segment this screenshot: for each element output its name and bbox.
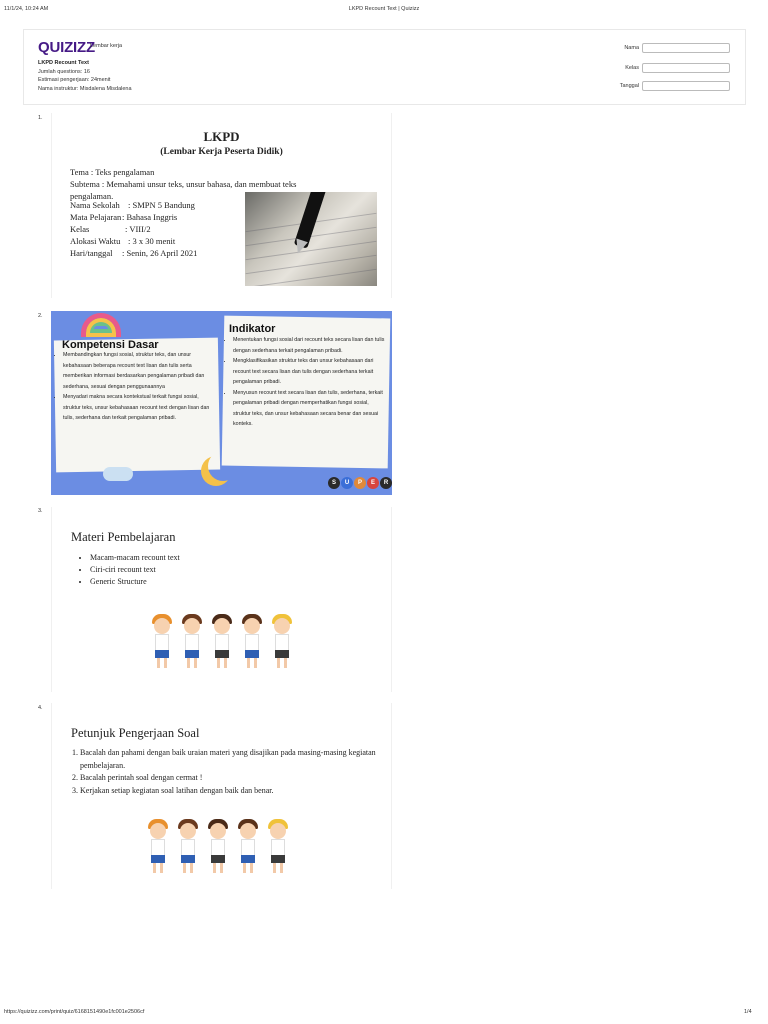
print-url[interactable]: https://quizizz.com/print/quiz/6168151490e1fc001e2506cf <box>4 1009 145 1015</box>
materi-item: • Ciri-ciri recount text <box>90 564 180 576</box>
print-page: 1/4 <box>744 1009 752 1015</box>
instructor: Nama instruktur: Misdalena Misdalena <box>38 86 132 92</box>
info-value: : SMPN 5 Bandung <box>128 200 195 210</box>
kd-item: • Menyadari makna secara kontekstual terkait fungsi sosial, struktur teks, unsur kebahasaan recount text dengan lisan dan tulis, sederhana dan terkait pengalaman pribadi. <box>63 392 213 424</box>
info-label: Nama Sekolah <box>70 200 120 210</box>
kids-illustration <box>148 612 296 672</box>
indikator-item: • Mengklasifikasikan struktur teks dan unsur kebahasaan dari recount text secara lisan dan tulis dengan sederhana terkait pengalaman pribadi. <box>233 356 385 388</box>
tanggal-field[interactable] <box>642 81 730 91</box>
indikator-item: • Menentukan fungsi sosial dari recount teks secara lisan dan tulis dengan sederhana terkait pengalaman pribadi. <box>233 335 385 356</box>
info-label: Alokasi Waktu <box>70 236 121 246</box>
quiz-title: LKPD Recount Text <box>38 60 89 66</box>
super-badge <box>328 477 392 489</box>
cloud-icon <box>103 467 133 481</box>
kd-list <box>57 350 213 424</box>
super-letter: R <box>380 477 392 489</box>
question-number: 4. <box>38 705 43 711</box>
nama-field[interactable] <box>642 43 730 53</box>
petunjuk-item: 2. Bacalah perintah soal dengan cermat ! <box>80 772 376 785</box>
info-value: : 3 x 30 menit <box>128 236 176 246</box>
super-letter: E <box>367 477 379 489</box>
materi-title: Materi Pembelajaran <box>71 530 176 544</box>
kd-title: Kompetensi Dasar <box>62 339 159 351</box>
questions-count: Jumlah questions: 16 <box>38 69 90 75</box>
lkpd-subtitle: (Lembar Kerja Peserta Didik) <box>160 147 283 157</box>
kids-illustration <box>144 817 292 877</box>
print-datetime: 11/1/24, 10:24 AM <box>4 6 49 12</box>
logo-subtitle: Lembar kerja <box>90 43 123 49</box>
writing-pen-image <box>245 192 377 286</box>
indikator-item: • Menyusun recount text secara lisan dan tulis, sederhana, terkait pengalaman pribadi dengan memperhatikan fungsi sosial, struktur teks, dan unsur kebahasaan secara benar dan sesuai konteks. <box>233 388 385 430</box>
question-number: 1. <box>38 115 43 121</box>
moon-icon <box>208 451 238 481</box>
duration: Estimasi pengerjaan: 24menit <box>38 77 111 83</box>
petunjuk-item: 3. Kerjakan setiap kegiatan soal latihan dengan baik dan benar. <box>80 785 376 798</box>
quizizz-logo: QUIZIZZ <box>38 39 95 56</box>
materi-item: • Generic Structure <box>90 576 180 588</box>
question-4-card <box>51 703 392 889</box>
info-value: : Bahasa Inggris <box>122 212 178 222</box>
subtema-text-cont: pengalaman. <box>70 191 114 201</box>
print-doc-title: LKPD Recount Text | Quizizz <box>348 6 420 12</box>
info-label: Kelas <box>70 224 90 234</box>
info-label: Hari/tanggal <box>70 248 113 258</box>
kelas-field[interactable] <box>642 63 730 73</box>
field-label-tanggal: Tanggal <box>619 83 639 89</box>
petunjuk-item: 1. Bacalah dan pahami dengan baik uraian materi yang disajikan pada masing-masing kegiatan pembelajaran. <box>80 747 376 772</box>
indikator-title: Indikator <box>229 323 276 335</box>
indikator-list <box>227 335 385 430</box>
lkpd-title: LKPD <box>203 129 240 144</box>
materi-list <box>80 552 180 588</box>
info-value: : VIII/2 <box>125 224 151 234</box>
kd-item: • Membandingkan fungsi sosial, struktur teks, dan unsur kebahasaan beberapa recount text lisan dan tulis serta memberikan informasi berdasarkan pengalaman pribadi dan sederhana, sesuai dengan penggunaannya <box>63 350 213 392</box>
petunjuk-list <box>66 747 376 797</box>
info-label: Mata Pelajaran <box>70 212 122 222</box>
worksheet-header <box>23 29 746 105</box>
question-number: 3. <box>38 508 43 514</box>
subtema-text: Subtema : Memahami unsur teks, unsur bahasa, dan membuat teks <box>70 179 297 189</box>
super-letter: P <box>354 477 366 489</box>
petunjuk-title: Petunjuk Pengerjaan Soal <box>71 726 200 740</box>
rainbow-icon <box>81 313 121 337</box>
tema-text: Tema : Teks pengalaman <box>70 167 155 177</box>
super-letter: S <box>328 477 340 489</box>
field-label-kelas: Kelas <box>625 65 639 71</box>
question-2-card <box>51 311 392 495</box>
super-letter: U <box>341 477 353 489</box>
info-value: : Senin, 26 April 2021 <box>122 248 198 258</box>
materi-item: • Macam-macam recount text <box>90 552 180 564</box>
question-3-card <box>51 507 392 692</box>
field-label-nama: Nama <box>624 45 639 51</box>
question-number: 2. <box>38 313 43 319</box>
question-1-card <box>51 113 392 298</box>
